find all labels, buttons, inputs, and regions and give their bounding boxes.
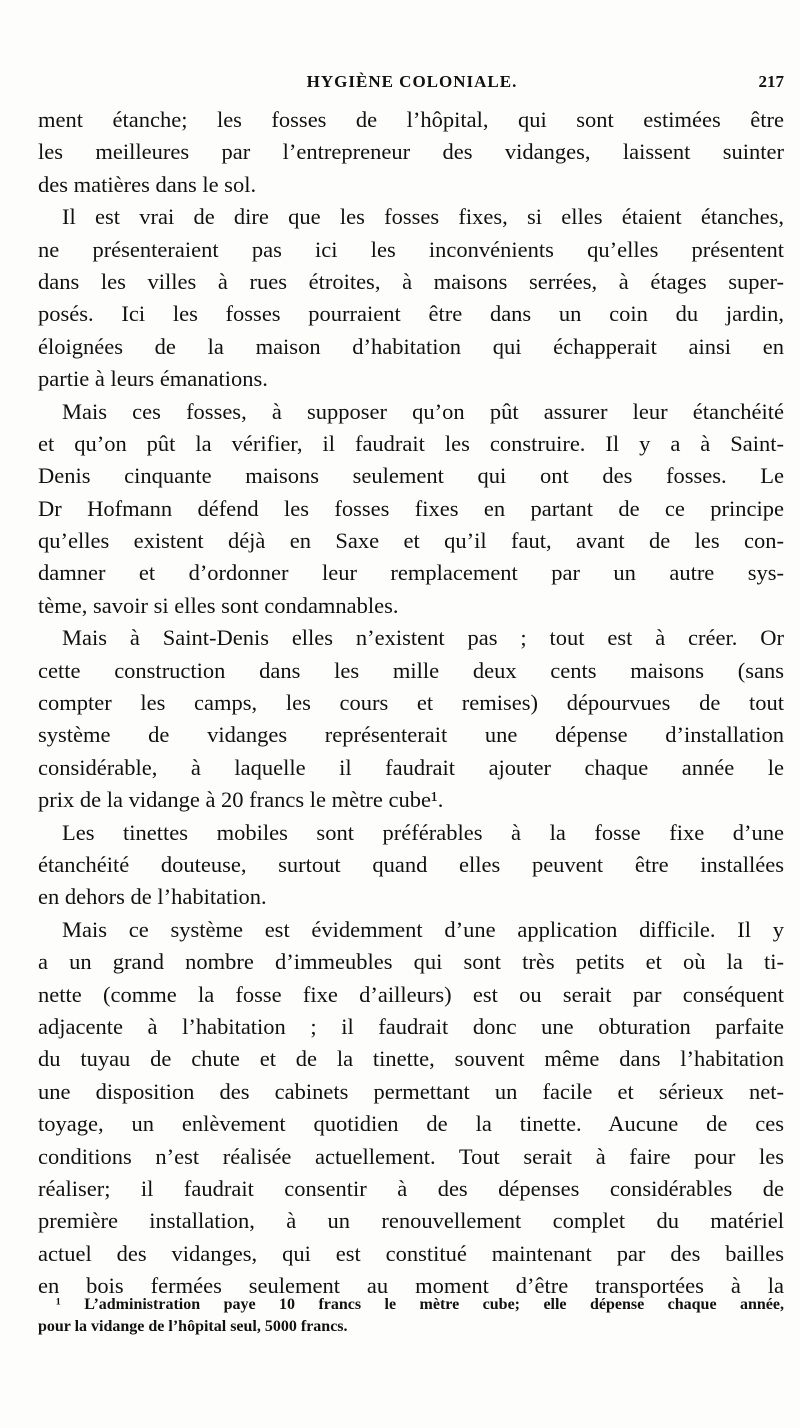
text-line: actuel des vidanges, qui est constitué maintenant par des bailles (38, 1240, 784, 1266)
text-line: du tuyau de chute et de la tinette, souvent même dans l’habitation (38, 1046, 784, 1072)
text-line: posés. Ici les fosses pourraient être dans un coin du jardin, (38, 301, 784, 327)
text-line: considérable, à laquelle il faudrait ajouter chaque année le (38, 754, 784, 780)
text-line: nette (comme la fosse fixe d’ailleurs) est ou serait par conséquent (38, 981, 784, 1007)
text-line: prix de la vidange à 20 francs le mètre cube¹. (38, 787, 444, 813)
text-line: en bois fermées seulement au moment d’être transportées à la (38, 1273, 784, 1299)
footnote-line: pour la vidange de l’hôpital seul, 5000 francs. (38, 1318, 348, 1335)
text-line: Mais ces fosses, à supposer qu’on pût assurer leur étanchéité (62, 398, 784, 424)
text-line: système de vidanges représenterait une dépense d’installation (38, 722, 784, 748)
text-line: ne présenteraient pas ici les inconvénients qu’elles présentent (38, 236, 784, 262)
text-line: éloignées de la maison d’habitation qui échapperait ainsi en (38, 333, 784, 359)
text-line: une disposition des cabinets permettant un facile et sérieux net- (38, 1078, 784, 1104)
text-line: tème, savoir si elles sont condamnables. (38, 592, 399, 618)
text-line: première installation, à un renouvellement complet du matériel (38, 1208, 784, 1234)
running-title: HYGIÈNE COLONIALE. (306, 72, 518, 91)
body-text (38, 104, 784, 1302)
text-line: cette construction dans les mille deux cents maisons (sans (38, 657, 784, 683)
text-line: et qu’on pût la vérifier, il faudrait les construire. Il y a à Saint- (38, 430, 784, 456)
text-line: dans les villes à rues étroites, à maisons serrées, à étages super- (38, 268, 784, 294)
text-line: Les tinettes mobiles sont préférables à la fosse fixe d’une (62, 819, 784, 845)
text-line: Mais à Saint-Denis elles n’existent pas ; tout est à créer. Or (62, 625, 784, 651)
text-line: qu’elles existent déjà en Saxe et qu’il faut, avant de les con- (38, 528, 784, 554)
text-line: partie à leurs émanations. (38, 366, 268, 392)
text-line: conditions n’est réalisée actuellement. Tout serait à faire pour les (38, 1143, 784, 1169)
text-line: compter les camps, les cours et remises) dépourvues de tout (38, 690, 784, 716)
text-line: les meilleures par l’entrepreneur des vidanges, laissent suinter (38, 139, 784, 165)
text-line: Dr Hofmann défend les fosses fixes en partant de ce principe (38, 495, 784, 521)
text-line: réaliser; il faudrait consentir à des dépenses considérables de (38, 1175, 784, 1201)
text-line: étanchéité douteuse, surtout quand elles peuvent être installées (38, 851, 784, 877)
footnote-line: ¹ L’administration paye 10 francs le mètre cube; elle dépense chaque année, (56, 1296, 784, 1313)
running-head (40, 72, 784, 96)
text-line: des matières dans le sol. (38, 171, 257, 197)
text-line: Denis cinquante maisons seulement qui ont des fosses. Le (38, 463, 784, 489)
page-number: 217 (758, 72, 784, 91)
footnote (38, 1294, 784, 1338)
text-line: adjacente à l’habitation ; il faudrait donc une obturation parfaite (38, 1013, 784, 1039)
text-line: Mais ce système est évidemment d’une application difficile. Il y (62, 916, 784, 942)
text-line: a un grand nombre d’immeubles qui sont très petits et où la ti- (38, 949, 784, 975)
text-line: Il est vrai de dire que les fosses fixes, si elles étaient étanches, (62, 204, 784, 230)
text-line: damner et d’ordonner leur remplacement par un autre sys- (38, 560, 784, 586)
text-line: en dehors de l’habitation. (38, 884, 267, 910)
text-line: toyage, un enlèvement quotidien de la tinette. Aucune de ces (38, 1111, 784, 1137)
text-line: ment étanche; les fosses de l’hôpital, qui sont estimées être (38, 107, 784, 132)
